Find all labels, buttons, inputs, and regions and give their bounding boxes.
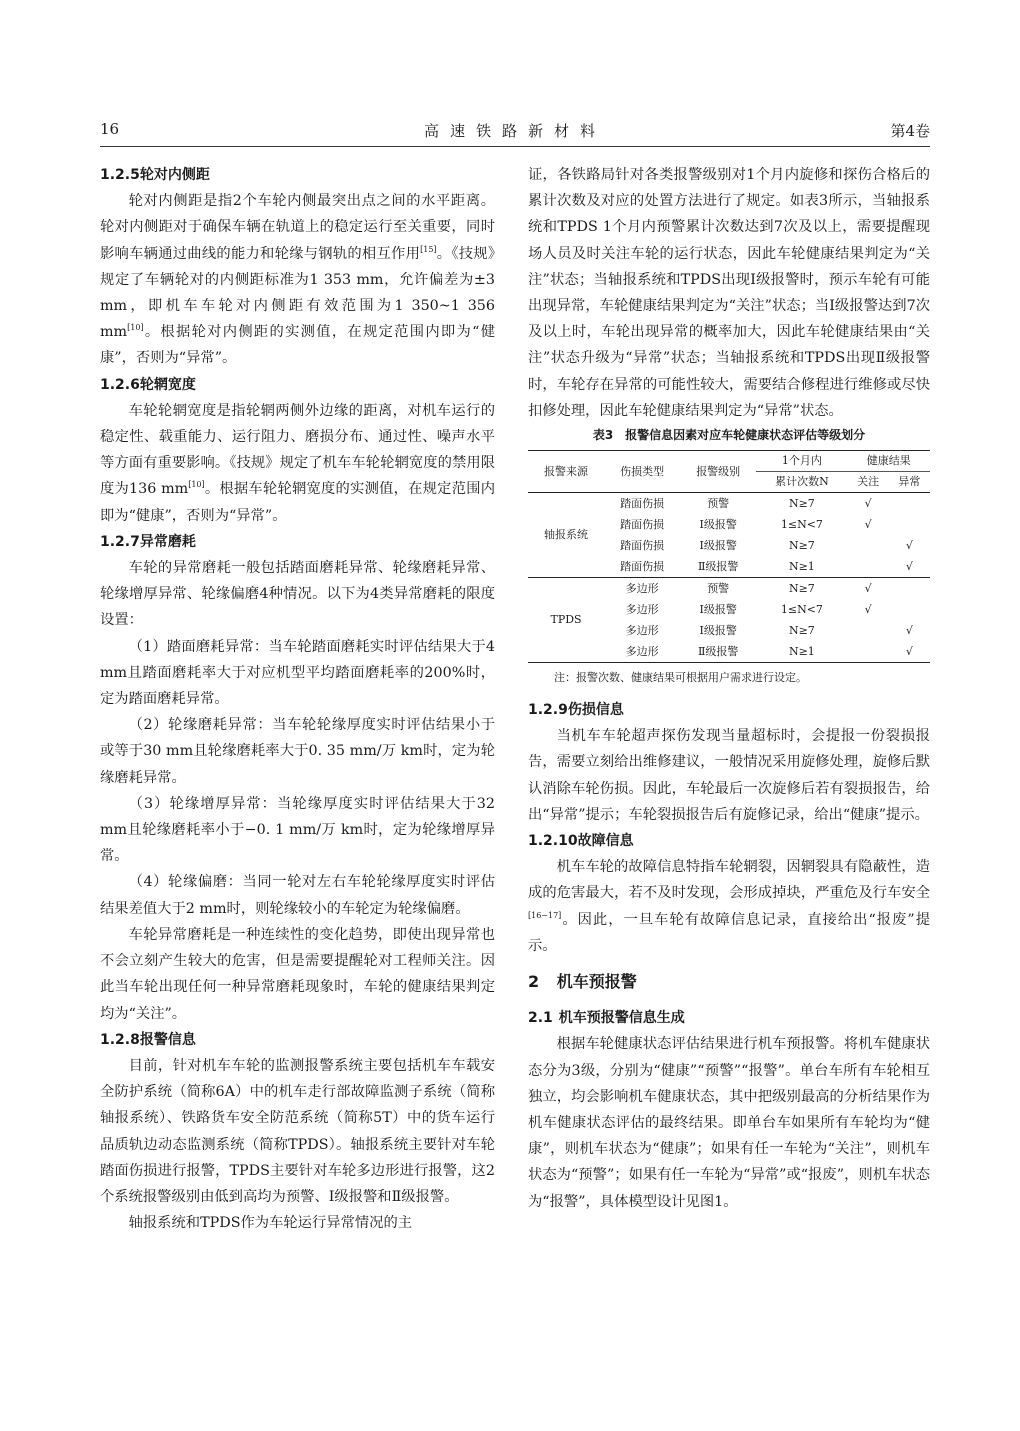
table-cell: 多边形 bbox=[625, 644, 659, 658]
left-column bbox=[100, 162, 495, 1236]
col-header-damage: 伤损类型 bbox=[604, 451, 680, 493]
paragraph-flange-thickening: （3）轮缘增厚异常：当轮缘厚度实时评估结果大于32 mm且轮缘磨耗率小于−0. 1 mm/万 km时，定为轮缘增厚异常。 bbox=[100, 795, 495, 865]
section-heading-1-2-10: 1.2.10故障信息 bbox=[528, 833, 634, 850]
table-cell: √ bbox=[905, 538, 913, 552]
table-cell: Ⅰ级报警 bbox=[699, 517, 737, 531]
alarm-health-table bbox=[528, 450, 930, 663]
col-header-abnormal: 异常 bbox=[889, 472, 930, 493]
paragraph-alarm-systems: 目前，针对机车车轮的监测报警系统主要包括机车车载安全防护系统（简称6A）中的机车走行部故障监测子系统（简称轴报系统）、铁路货车安全防范系统（简称5T）中的货车运行品质轨边动态监测系统（简称TPDS）。轴报系统主要针对车轮踏面伤损进行报警，TPDS主要针对车轮多边形进行报警，这2个系统报警级别由低到高均为预警、Ⅰ级报警和Ⅱ级报警。 bbox=[100, 1057, 495, 1205]
table-cell bbox=[848, 556, 889, 578]
table-cell: N≥7 bbox=[788, 581, 815, 595]
table-cell: 踏面伤损 bbox=[620, 538, 665, 552]
section-heading-1-2-7: 1.2.7异常磨耗 bbox=[100, 533, 196, 550]
section-heading-1-2-9: 1.2.9伤损信息 bbox=[528, 702, 624, 719]
col-header-level: 报警级别 bbox=[680, 451, 756, 493]
table-cell: √ bbox=[905, 644, 913, 658]
volume-label: 第4卷 bbox=[890, 122, 930, 140]
table-cell: √ bbox=[905, 623, 913, 637]
paragraph-abnormal-wear-intro: 车轮的异常磨耗一般包括踏面磨耗异常、轮缘磨耗异常、轮缘增厚异常、轮缘偏磨4种情况。以下为4类异常磨耗的限度设置： bbox=[100, 560, 495, 629]
table-cell: N≥1 bbox=[756, 556, 847, 578]
table-cell: √ bbox=[864, 602, 872, 616]
table-cell: N≥7 bbox=[788, 496, 815, 510]
table-note: 注：报警次数、健康结果可根据用户需求进行设定。 bbox=[554, 671, 807, 685]
table-cell: 预警 bbox=[707, 581, 730, 595]
table-cell: 踏面伤损 bbox=[604, 556, 680, 578]
table-cell-source: 轴报系统 bbox=[528, 493, 604, 578]
paragraph-abnormal-wear-summary: 车轮异常磨耗是一种连续性的变化趋势，即使出现异常也不会立刻产生较大的危害，但是需要提醒轮对工程师关注。因此当车轮出现任何一种异常磨耗现象时，车轮的健康结果判定均为“关注”。 bbox=[100, 926, 495, 1022]
table-cell: 预警 bbox=[707, 496, 730, 510]
table-cell bbox=[889, 514, 930, 535]
paragraph-fault-info: 机车车轮的故障信息特指车轮辋裂，因辋裂具有隐蔽性，造成的危害最大，若不及时发现，会形成掉块，严重危及行车安全[16−17]。因此，一旦车轮有故障信息记录，直接给出“报废”提示。 bbox=[528, 859, 930, 954]
table-cell: Ⅱ级报警 bbox=[680, 556, 756, 578]
table-cell: √ bbox=[864, 517, 872, 531]
table-cell: 多边形 bbox=[625, 581, 659, 595]
table-cell-source: TPDS bbox=[550, 613, 582, 627]
table-cell bbox=[848, 641, 889, 663]
col-header-attention: 关注 bbox=[848, 472, 889, 493]
table-cell: N≥1 bbox=[788, 644, 815, 658]
table-cell: 踏面伤损 bbox=[620, 517, 665, 531]
col-header-count-bottom: 累计次数N bbox=[756, 472, 847, 493]
section-heading-2: 2 机车预报警 bbox=[528, 972, 637, 992]
table-cell bbox=[848, 535, 889, 556]
journal-name: 高速铁路新材料 bbox=[423, 122, 606, 140]
col-header-result: 健康结果 bbox=[848, 451, 930, 472]
paragraph-alarm-rules: 证，各铁路局针对各类报警级别对1个月内旋修和探伤合格后的累计次数及对应的处置方法进行了规定。如表3所示，当轴报系统和TPDS 1个月内预警累计次数达到7次及以上，需要提醒现场人员及时关注车轮的运行状态，因此车轮健康结果判定为“关注”状态；当轴报系统和TPDS出现Ⅰ级报警时，预示车轮有可能出现异常，车轮健康结果判定为“关注”状态；当Ⅰ级报警达到7次及以上时，车轮出现异常的概率加大，因此车轮健康结果由“关注”状态升级为“异常”状态；当轴报系统和TPDS出现Ⅱ级报警时，车轮存在异常的可能性较大，需要结合修程进行维修或尽快扣修处理，因此车轮健康结果判定为“异常”状态。 bbox=[528, 167, 930, 419]
citation: [15] bbox=[420, 244, 437, 254]
section-heading-1-2-6: 1.2.6轮辋宽度 bbox=[100, 376, 196, 393]
paragraph-flange-wear: （2）轮缘磨耗异常：当车轮轮缘厚度实时评估结果小于或等于30 mm且轮缘磨耗率大于0. 35 mm/万 km时，定为轮缘磨耗异常。 bbox=[100, 717, 495, 786]
section-heading-2-1: 2.1 机车预报警信息生成 bbox=[528, 1010, 685, 1027]
table-cell bbox=[848, 620, 889, 641]
table-row bbox=[528, 578, 930, 600]
citation: [16−17] bbox=[528, 910, 562, 920]
table-cell: Ⅰ级报警 bbox=[699, 602, 737, 616]
table-row bbox=[528, 493, 930, 515]
table-cell: 1≤N<7 bbox=[780, 602, 823, 616]
paragraph-flange-eccentric-wear: （4）轮缘偏磨：当同一轮对左右车轮轮缘厚度实时评估结果差值大于2 mm时，则轮缘较小的车轮定为轮缘偏磨。 bbox=[100, 874, 495, 917]
table-cell: N≥7 bbox=[788, 538, 815, 552]
table-cell: √ bbox=[889, 556, 930, 578]
table-cell: Ⅱ级报警 bbox=[697, 644, 739, 658]
page-header bbox=[100, 118, 930, 147]
page-number: 16 bbox=[100, 120, 120, 138]
citation: [10] bbox=[188, 480, 205, 490]
table-caption: 表3 报警信息因素对应车轮健康状态评估等级划分 bbox=[592, 428, 866, 443]
paragraph-alarm-generation: 根据车轮健康状态评估结果进行机车预报警。将机车健康状态分为3级，分别为“健康”“预警”“报警”。单台车所有车轮相互独立，均会影响机车健康状态，其中把级别最高的分析结果作为机车健康状态评估的最终结果。即单台车如果所有车轮均为“健康”，则机车状态为“健康”；如果有任一车轮为“关注”，则机车状态为“预警”；如果有任一车轮为“异常”或“报废”，则机车状态为“报警”，具体模型设计见图1。 bbox=[528, 1036, 930, 1210]
table-cell: Ⅰ级报警 bbox=[699, 623, 737, 637]
right-column bbox=[528, 162, 930, 1215]
table-cell: N≥7 bbox=[788, 623, 815, 637]
table-cell: Ⅰ级报警 bbox=[699, 538, 737, 552]
table-cell: √ bbox=[864, 496, 872, 510]
col-header-source: 报警来源 bbox=[528, 451, 604, 493]
table-cell bbox=[889, 493, 930, 515]
table-cell bbox=[889, 578, 930, 600]
table-cell: √ bbox=[864, 581, 872, 595]
col-header-count-top: 1个月内 bbox=[756, 451, 847, 472]
paragraph-alarm-continued: 轴报系统和TPDS作为车轮运行异常情况的主 bbox=[128, 1215, 413, 1232]
paragraph-rim-width: 车轮轮辋宽度是指轮辋两侧外边缘的距离，对机车运行的稳定性、载重能力、运行阻力、磨损分布、通过性、噪声水平等方面有重要影响。《技规》规定了机车车轮轮辋宽度的禁用限度为136 mm[10]。根据车轮轮辋宽度的实测值，在规定范围内即为“健康”，否则为“异常”。 bbox=[100, 402, 496, 524]
citation: [10] bbox=[127, 323, 144, 333]
section-heading-1-2-8: 1.2.8报警信息 bbox=[100, 1031, 196, 1048]
section-heading-1-2-5: 1.2.5轮对内侧距 bbox=[100, 167, 210, 183]
paragraph-tread-wear: （1）踏面磨耗异常：当车轮踏面磨耗实时评估结果大于4 mm且踏面磨耗率大于对应机型平均踏面磨耗率的200%时，定为踏面磨耗异常。 bbox=[100, 638, 495, 708]
table-cell: 多边形 bbox=[625, 602, 659, 616]
table-cell bbox=[889, 599, 930, 620]
paragraph-wheelset-inner-distance: 轮对内侧距是指2个车轮内侧最突出点之间的水平距离。轮对内侧距对于确保车辆在轨道上的稳定运行至关重要，同时影响车辆通过曲线的能力和轮缘与钢轨的相互作用[15]。《技规》规定了车辆轮对的内侧距标准为1 353 mm，允许偏差为±3 mm，即机车车轮对内侧距有效范围为1 350~1 356 mm[10]。根据轮对内侧距的实测值，在规定范围内即为“健康”，否则为“异常”。 bbox=[100, 193, 496, 367]
table-cell: 多边形 bbox=[625, 623, 659, 637]
table-cell: 1≤N<7 bbox=[780, 517, 823, 531]
paragraph-damage-info: 当机车车轮超声探伤发现当量超标时，会提报一份裂损报告，需要立刻给出维修建议，一般情况采用旋修处理，旋修后默认消除车轮伤损。因此，车轮最后一次旋修后若有裂损报告，给出“异常”提示；车轮裂损报告后有旋修记录，给出“健康”提示。 bbox=[528, 728, 930, 823]
table-cell: 踏面伤损 bbox=[620, 496, 665, 510]
